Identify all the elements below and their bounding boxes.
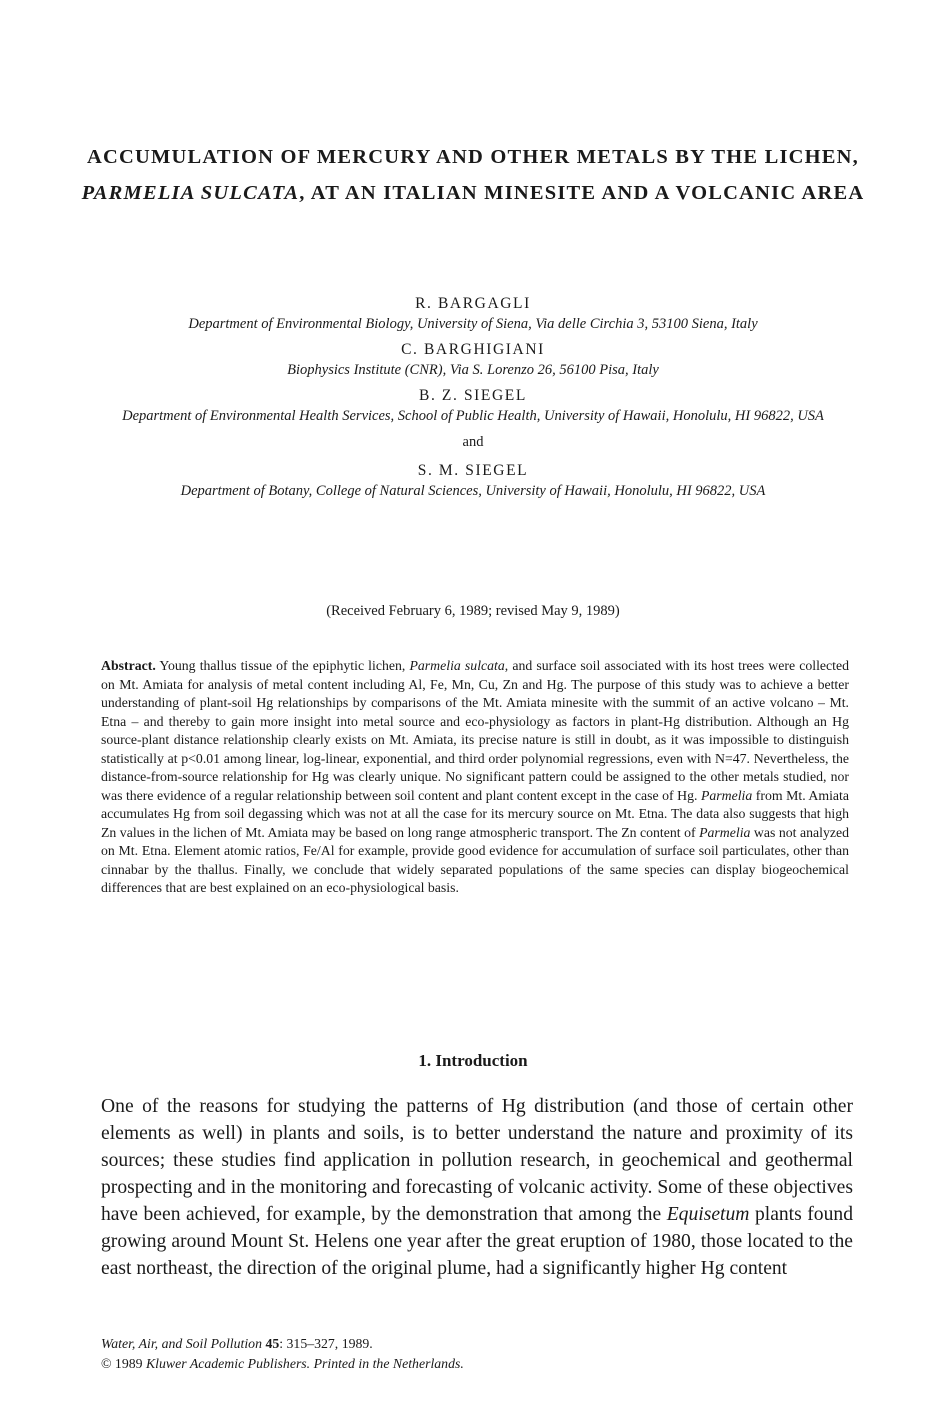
- abstract-species: Parmelia: [700, 787, 753, 803]
- author-affiliation: Department of Botany, College of Natural Sciences, University of Hawaii, Honolulu, HI 96822, USA: [180, 483, 766, 499]
- journal-pages: : 315–327, 1989.: [279, 1336, 373, 1351]
- author-name: R. BARGAGLI: [415, 295, 531, 312]
- journal-name: Water, Air, and Soil Pollution: [101, 1336, 262, 1351]
- intro-text: One of the reasons for studying the patterns of Hg distribution (and those of certain other elements as well) in plants and soils, is to better understand the nature and proximity of its sources; these studies find application in pollution research, in geochemical and geothermal prospecting and in the monitoring and forecasting of volcanic activity. Some of these objectives have been achieved, for example, by the demonstration that among the: [101, 1096, 853, 1225]
- section-heading: 1. Introduction: [418, 1051, 528, 1070]
- title-part-1: ACCUMULATION OF MERCURY AND OTHER METALS BY THE LICHEN,: [86, 146, 860, 168]
- received-dates: (Received February 6, 1989; revised May 9, 1989): [326, 603, 620, 619]
- intro-text: plants found growing around Mount St. Helens one year after the great eruption of 1980, those located to the east northeast, the direction of the original plume, had a significantly higher Hg content: [101, 1204, 853, 1279]
- title-species: PARMELIA SULCATA: [81, 182, 300, 204]
- abstract-label: Abstract.: [101, 658, 156, 673]
- title-part-2: , AT AN ITALIAN MINESITE AND A VOLCANIC AREA: [299, 182, 865, 204]
- author-name: S. M. SIEGEL: [417, 462, 529, 479]
- author-affiliation: Biophysics Institute (CNR), Via S. Lorenzo 26, 56100 Pisa, Italy: [287, 362, 659, 378]
- abstract: [101, 657, 849, 898]
- author-block: [80, 294, 866, 507]
- abstract-species: Parmelia sulcata: [409, 658, 505, 673]
- abstract-species: Parmelia: [699, 824, 751, 840]
- abstract-text: , and surface soil associated with its host trees were collected on Mt. Amiata for analysis of metal content including Al, Fe, Mn, Cu, Zn and Hg. The purpose of this study was to achieve a better understanding of plant-soil Hg relationships by comparisons of the Mt. Amiata minesite with the summit of an active volcano – Mt. Etna – and thereby to gain more insight into metal source and eco-physiology as factors in plant-Hg distribution. Although an Hg source-plant distance relationship clearly exists on Mt. Amiata, its precise nature is still in doubt, as it was impossible to distinguish statistically at p<0.01 among linear, log-linear, exponential, and third order polynomial regressions, even with N=47. Nevertheless, the distance-from-source relationship for Hg was clearly unique. No significant pattern could be assigned to the other metals studied, nor was there evidence of a regular relationship between soil content and plant content except in the case of Hg.: [101, 658, 849, 803]
- author-affiliation: Department of Environmental Biology, University of Siena, Via delle Circhia 3, 53100 Siena, Italy: [188, 316, 758, 332]
- journal-citation: [101, 1334, 849, 1354]
- page-footer: [101, 1334, 849, 1374]
- author-affiliation: Department of Environmental Health Services, School of Public Health, University of Hawaii, Honolulu, HI 96822, USA: [122, 408, 824, 424]
- abstract-text: was not analyzed on Mt. Etna. Element atomic ratios, Fe/Al for example, provide good evidence for accumulation of surface soil particulates, other than cinnabar by the thallus. Finally, we conclude that widely separated populations of the same species can display biogeochemical differences that are best explained on an eco-physiological basis.: [101, 824, 849, 895]
- copyright-line: [101, 1354, 849, 1374]
- publisher: Kluwer Academic Publishers. Printed in the Netherlands.: [145, 1356, 464, 1371]
- intro-paragraph: [101, 1093, 853, 1282]
- paper-title: [70, 139, 876, 211]
- author-name: B. Z. SIEGEL: [419, 387, 527, 404]
- copyright-year: © 1989: [101, 1356, 146, 1371]
- author-name: C. BARGHIGIANI: [401, 341, 545, 358]
- journal-volume: 45: [265, 1336, 280, 1351]
- abstract-text: from Mt. Amiata accumulates Hg from soil degassing which was not at all the case for its mercury source on Mt. Etna. The data also suggests that high Zn values in the lichen of Mt. Amiata may be based on long range atmospheric transport. The Zn content of: [101, 787, 849, 840]
- abstract-text: Young thallus tissue of the epiphytic lichen,: [155, 658, 410, 673]
- author-separator: and: [462, 434, 484, 450]
- intro-species: Equisetum: [666, 1204, 750, 1225]
